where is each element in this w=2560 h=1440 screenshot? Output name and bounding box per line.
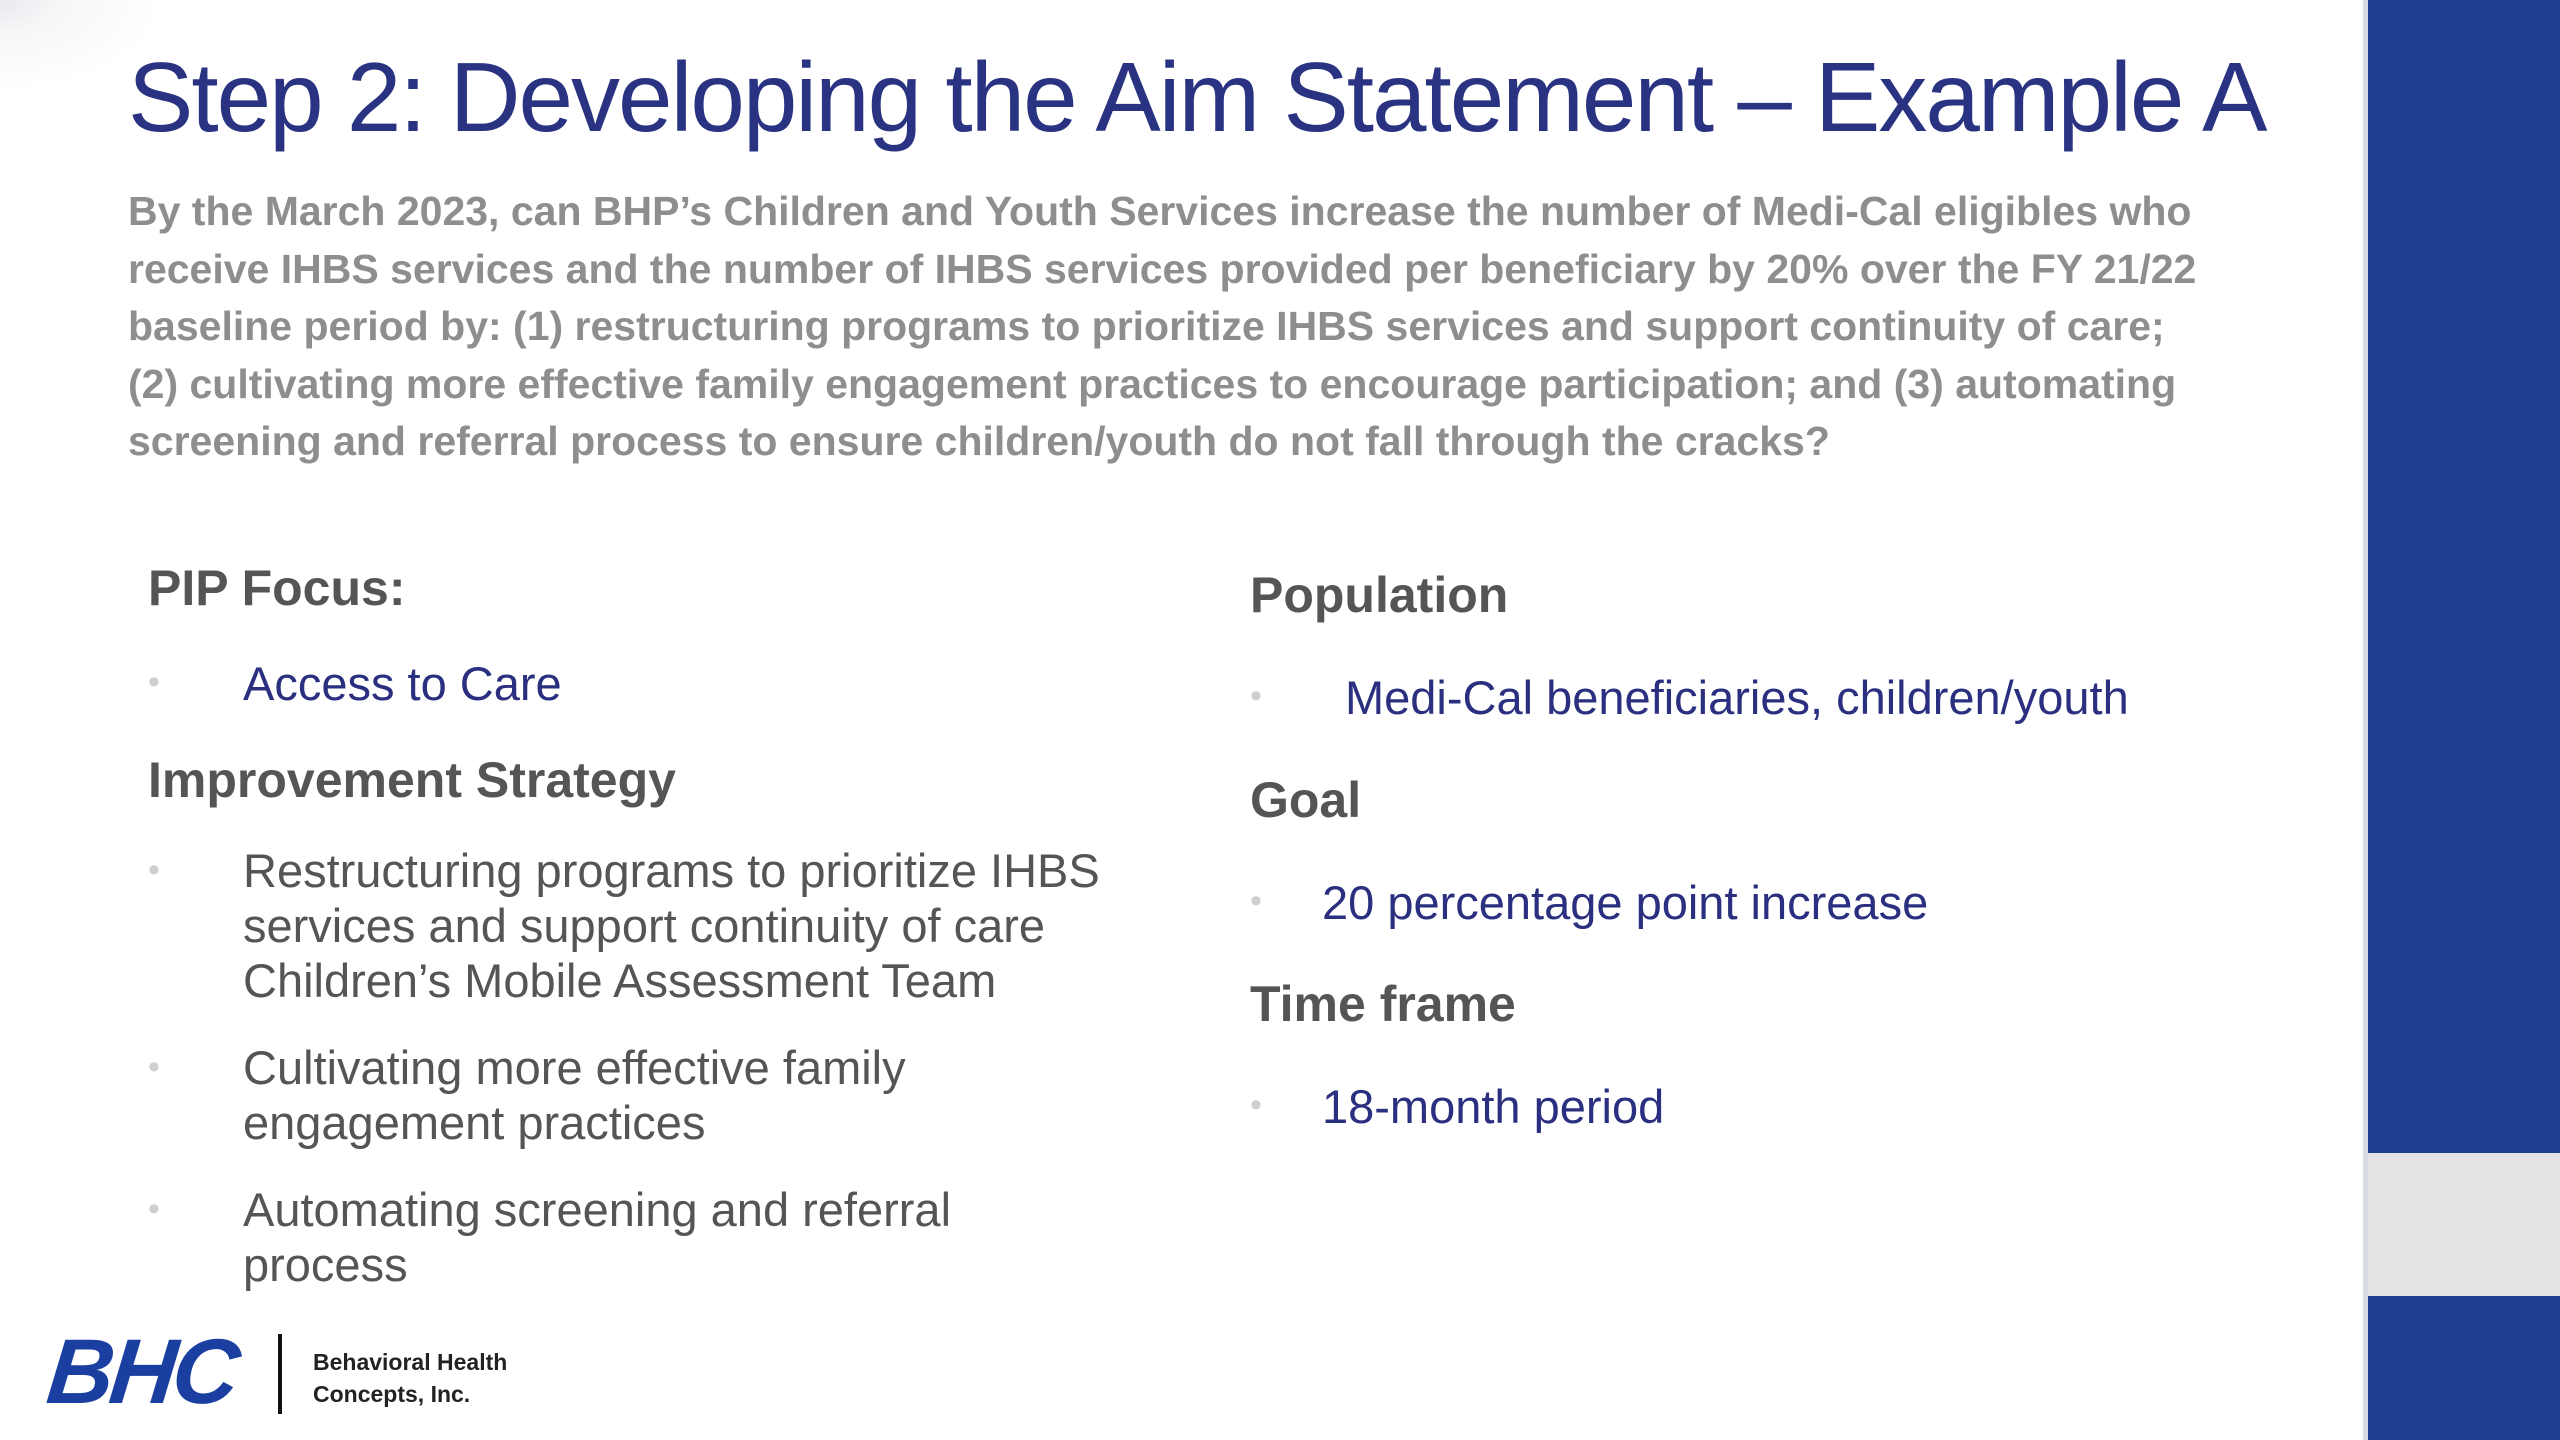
strategy-item-line: Children’s Mobile Assessment Team — [243, 954, 997, 1007]
aim-statement-line: receive IHBS services and the number of IHBS services provided per beneficiary by 20% over the FY 21/22 — [128, 245, 2197, 292]
strategy-item-line: process — [243, 1238, 408, 1291]
bullet-icon: • — [1250, 1086, 1262, 1124]
improvement-strategy-heading: Improvement Strategy — [148, 752, 676, 808]
aim-statement — [128, 183, 2328, 471]
timeframe-heading: Time frame — [1250, 976, 1516, 1032]
side-accent-grey-block — [2368, 1153, 2560, 1296]
strategy-item-line: Cultivating more effective family — [243, 1041, 906, 1094]
bullet-icon: • — [148, 1190, 160, 1228]
aim-statement-line: baseline period by: (1) restructuring programs to prioritize IHBS services and support continuity of care; — [128, 303, 2165, 349]
strategy-item — [243, 843, 1100, 1008]
logo-company-name — [313, 1346, 507, 1410]
goal-heading: Goal — [1250, 772, 1362, 828]
pip-focus-item: Access to Care — [243, 657, 562, 710]
bullet-icon: • — [148, 851, 160, 889]
slide-title: Step 2: Developing the Aim Statement – Example A — [128, 42, 2266, 152]
population-item: Medi-Cal beneficiaries, children/youth — [1345, 671, 2129, 724]
aim-statement-line: (2) cultivating more effective family engagement practices to encourage participation; and (3) automating — [128, 360, 2177, 407]
strategy-item-line: services and support continuity of care — [243, 899, 1046, 952]
bullet-icon: • — [1250, 882, 1262, 920]
goal-item: 20 percentage point increase — [1322, 876, 1929, 929]
population-heading: Population — [1250, 567, 1509, 623]
aim-statement-line: screening and referral process to ensure children/youth do not fall through the cracks? — [128, 418, 1830, 464]
pip-focus-heading: PIP Focus: — [148, 560, 406, 616]
strategy-item-line: Restructuring programs to prioritize IHBS — [243, 844, 1100, 897]
bullet-icon: • — [1250, 677, 1262, 715]
logo-company-name-line: Concepts, Inc. — [313, 1381, 471, 1407]
strategy-item — [243, 1040, 906, 1150]
bullet-icon: • — [148, 1048, 160, 1086]
strategy-item-line: Automating screening and referral — [243, 1183, 952, 1236]
bhc-logo-mark: BHC — [42, 1321, 241, 1423]
aim-statement-line: By the March 2023, can BHP’s Children and Youth Services increase the number of Medi-Cal eligibles who — [128, 188, 2192, 234]
logo-divider — [278, 1334, 282, 1414]
bullet-icon: • — [148, 663, 160, 701]
strategy-item — [243, 1182, 951, 1292]
timeframe-item: 18-month period — [1322, 1080, 1665, 1133]
strategy-item-line: engagement practices — [243, 1096, 706, 1149]
logo-company-name-line: Behavioral Health — [313, 1349, 508, 1375]
